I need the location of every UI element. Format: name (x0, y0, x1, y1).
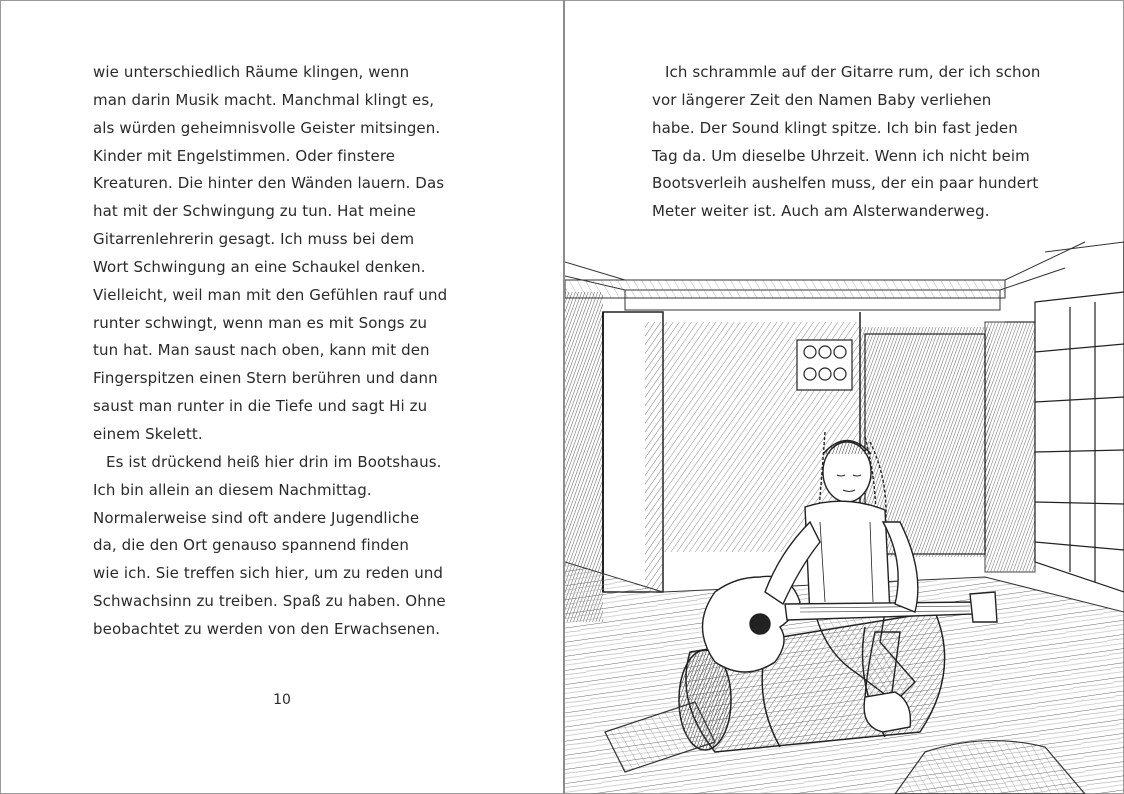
page-number: 10 (273, 692, 291, 708)
text-line: als würden geheimnisvolle Geister mitsingen. (93, 118, 441, 137)
text-line: wie ich. Sie treffen sich hier, um zu reden und (93, 564, 444, 583)
text-line: Kinder mit Engelstimmen. Oder finstere (93, 146, 396, 165)
text-line: saust man runter in die Tiefe und sagt Hi zu (93, 397, 428, 416)
left-page-text (93, 59, 447, 644)
text-line: habe. Der Sound klingt spitze. Ich bin fast jeden (652, 118, 1018, 137)
text-line: Ich bin allein an diesem Nachmittag. (93, 480, 372, 499)
text-line: beobachtet zu werden von den Erwachsenen. (93, 619, 441, 638)
text-line: tun hat. Man saust nach oben, kann mit den (93, 341, 430, 360)
text-line: man darin Musik macht. Manchmal klingt es, (93, 90, 435, 109)
text-line: da, die den Ort genauso spannend finden (93, 536, 409, 555)
text-line: Normalerweise sind oft andere Jugendliche (93, 508, 420, 527)
text-line: Es ist drückend heiß hier drin im Bootshaus. (106, 452, 442, 471)
text-line: hat mit der Schwingung zu tun. Hat meine (93, 202, 416, 221)
pencil-drawing (565, 232, 1124, 794)
text-line: vor längerer Zeit den Namen Baby verliehen (652, 90, 992, 109)
text-line: Bootsverleih aushelfen muss, der ein paar hundert (652, 174, 1039, 193)
fuse-box (797, 340, 852, 390)
text-line: Meter weiter ist. Auch am Alsterwanderweg. (652, 202, 990, 221)
right-page-text (652, 59, 1041, 226)
text-line: Fingerspitzen einen Stern berühren und dann (93, 369, 438, 388)
text-line: Tag da. Um dieselbe Uhrzeit. Wenn ich nicht beim (652, 146, 1030, 165)
text-line: einem Skelett. (93, 424, 203, 443)
text-line: runter schwingt, wenn man es mit Songs zu (93, 313, 428, 332)
glass-door (985, 292, 1124, 592)
boathouse-illustration (565, 232, 1124, 794)
text-line: Ich schrammle auf der Gitarre rum, der ich schon (665, 63, 1041, 81)
text-line: Gitarrenlehrerin gesagt. Ich muss bei dem (93, 230, 415, 249)
text-line: Vielleicht, weil man mit den Gefühlen rauf und (93, 285, 448, 304)
text-line: wie unterschiedlich Räume klingen, wenn (93, 63, 410, 81)
text-line: Kreaturen. Die hinter den Wänden lauern. Das (93, 174, 445, 193)
text-line: Schwachsinn zu treiben. Spaß zu haben. Ohne (93, 592, 446, 611)
text-line: Wort Schwingung an eine Schaukel denken. (93, 257, 426, 276)
